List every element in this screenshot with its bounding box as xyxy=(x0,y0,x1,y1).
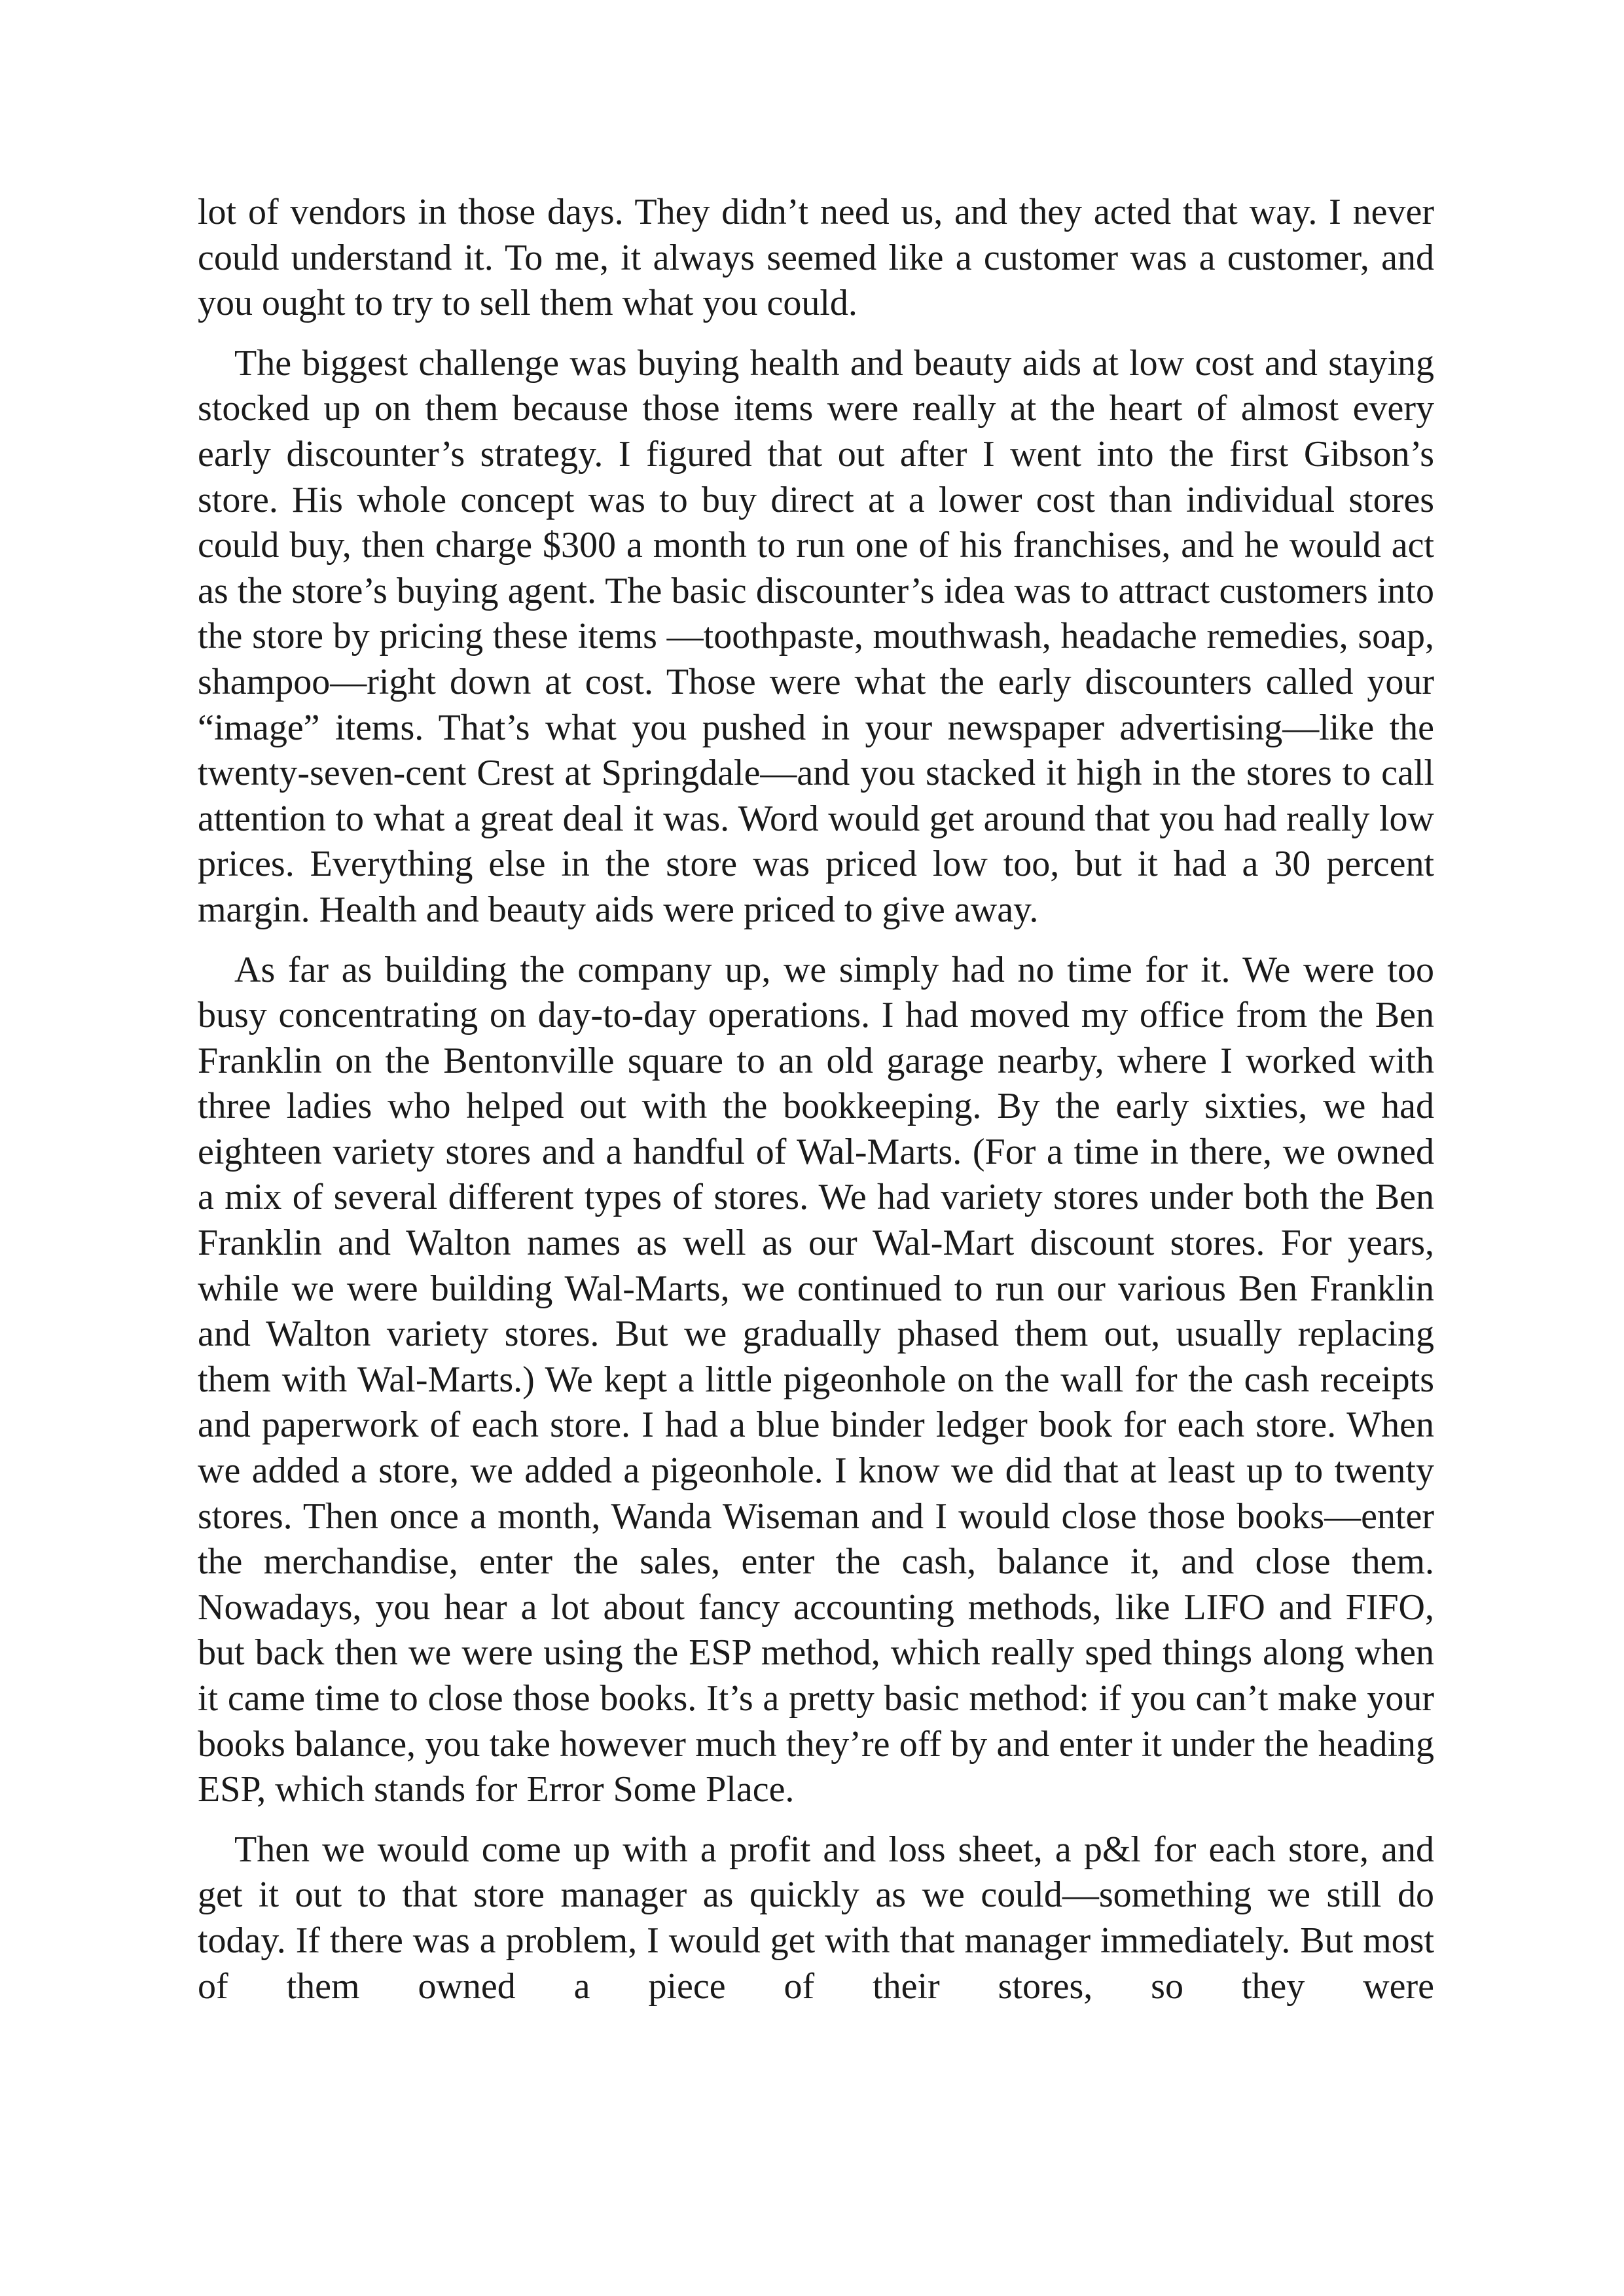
paragraph-bookkeeping: As far as building the company up, we simply had no time for it. We were too busy concentrating on day-to-day operations. I had moved my office from the Ben Franklin on the Bentonville square to an old garage nearby, where I worked with three ladies who helped out with the bookkeeping. By the early sixties, we had eighteen variety stores and a handful of Wal-Marts. (For a time in there, we owned a mix of several different types of stores. We had variety stores under both the Ben Franklin and Walton names as well as our Wal-Mart discount stores. For years, while we were building Wal-Marts, we continued to run our various Ben Franklin and Walton variety stores. But we gradually phased them out, usually replacing them with Wal-Marts.) We kept a little pigeonhole on the wall for the cash receipts and paperwork of each store. I had a blue binder ledger book for each store. When we added a store, we added a pigeonhole. I know we did that at least up to twenty stores. Then once a month, Wanda Wiseman and I would close those books—enter the merchandise, enter the sales, enter the cash, balance it, and close them. Nowadays, you hear a lot about fancy accounting methods, like LIFO and FIFO, but back then we were using the ESP method, which really sped things along when it came time to close those books. It’s a pretty basic method: if you can’t make your books balance, you take however much they’re off by and enter it under the heading ESP, which stands for Error Some Place. xyxy=(198,949,1434,1810)
paragraph-health-beauty-aids: The biggest challenge was buying health and beauty aids at low cost and staying stocked up on them because those items were really at the heart of almost every early discounter’s strategy. I figured that out after I went into the first Gibson’s store. His whole concept was to buy direct at a lower cost than individual stores could buy, then charge $300 a month to run one of his franchises, and he would act as the store’s buying agent. The basic discounter’s idea was to attract customers into the store by pricing these items —toothpaste, mouthwash, headache remedies, soap, shampoo—right down at cost. Those were what the early discounters called your “image” items. That’s what you pushed in your newspaper advertising—like the twenty-seven-cent Crest at Springdale—and you stacked it high in the stores to call attention to what a great deal it was. Word would get around that you had really low prices. Everything else in the store was priced low too, but it had a 30 percent margin. Health and beauty aids were priced to give away. xyxy=(198,342,1434,930)
book-page xyxy=(198,190,1434,2024)
paragraph-vendors: lot of vendors in those days. They didn’t need us, and they acted that way. I never could understand it. To me, it always seemed like a customer was a customer, and you ought to try to sell them what you could. xyxy=(198,192,1434,324)
paragraph-profit-loss: Then we would come up with a profit and loss sheet, a p&l for each store, and get it out to that store manager as quickly as we could—something we still do today. If there was a problem, I would get with that manager immediately. But most of them owned a piece of their stores, so they were xyxy=(198,1829,1434,2007)
